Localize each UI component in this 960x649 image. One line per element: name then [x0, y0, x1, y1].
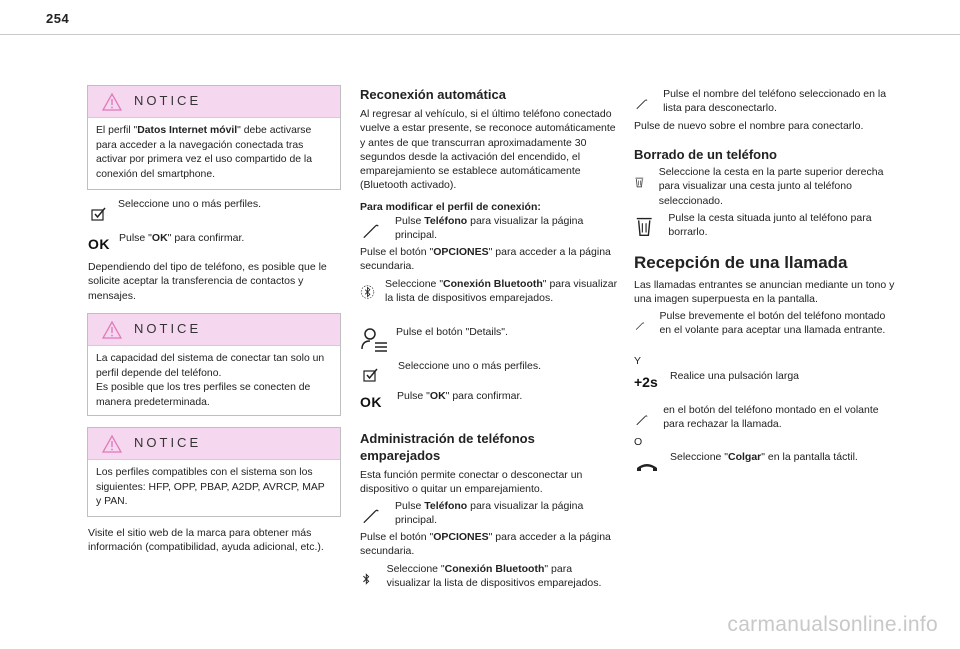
- notice-text: La capacidad del sistema de conectar tan solo un perfil depende del teléfono. Es posible que los tres perfiles se conecten de manera predeterminada.: [96, 353, 325, 408]
- trash-icon: [634, 213, 654, 239]
- paragraph-reconexion: Al regresar al vehículo, si el último teléfono conectado vuelve a estar presente, se reconoce automáticamente y antes de que transcurran aproximadamente 30 segundos desde la activación del encendido, el emparejamiento se establece automáticamente (Bluetooth activado).: [360, 108, 616, 192]
- notice-header: [88, 428, 340, 460]
- step-reject-call: [634, 403, 896, 432]
- trash-icon: [634, 169, 645, 195]
- notice-header: [88, 86, 340, 118]
- finger-tap-icon: [634, 93, 649, 115]
- step-text: Seleccione "Colgar" en la pantalla táctil.: [670, 451, 858, 463]
- step-bluetooth-list-2: [360, 562, 618, 592]
- step-text: Seleccione "Conexión Bluetooth" para visualizar la lista de dispositivos emparejados.: [386, 563, 602, 590]
- notice-text: El perfil "Datos Internet móvil" debe activarse para acceder a la navegación conectada tras activar por primera vez el uso compartido de la conexión del smartphone.: [96, 125, 312, 180]
- step-text: Seleccione la cesta en la parte superior derecha para visualizar una cesta junto al teléfono seleccionado.: [658, 166, 884, 207]
- finger-tap-icon: [634, 409, 649, 431]
- watermark-text: carmanualsonline.info: [727, 613, 938, 636]
- heading-recepcion: Recepción de una llamada: [634, 253, 848, 272]
- step-hang-up: [634, 450, 896, 476]
- notice-title: NOTICE: [134, 93, 202, 109]
- step-options-2: Pulse el botón "OPCIONES" para acceder a la página secundaria.: [360, 531, 611, 558]
- heading-administracion: Administración de teléfonos emparejados: [360, 431, 535, 463]
- step-details: [360, 325, 618, 355]
- notice-title: NOTICE: [134, 435, 202, 451]
- checkbox-edit-icon: [88, 205, 108, 223]
- notice-box-internet: [87, 85, 341, 190]
- step-options: Pulse el botón "OPCIONES" para acceder a la página secundaria.: [360, 246, 611, 273]
- finger-tap-icon: [634, 315, 645, 337]
- warning-icon: [102, 93, 122, 111]
- step-accept-call: [634, 309, 896, 338]
- step-text: Pulse el botón "Details".: [396, 326, 508, 338]
- bluetooth-circle-icon: [360, 279, 375, 305]
- paragraph-contacts: Dependiendo del tipo de teléfono, es posible que le solicite aceptar la transferencia de contactos y mensajes.: [88, 261, 327, 302]
- conjunction-o: O: [634, 436, 643, 448]
- paragraph-website: Visite el sitio web de la marca para obtener más información (compatibilidad, ayuda adicional, etc.).: [88, 527, 324, 554]
- long-press-icon: +2s: [634, 374, 658, 390]
- warning-icon: [102, 321, 122, 339]
- heading-borrado: Borrado de un teléfono: [634, 147, 777, 162]
- step-text: Pulse "OK" para confirmar.: [119, 232, 245, 244]
- step-text: Pulse el nombre del teléfono seleccionado en la lista para desconectarlo.: [663, 88, 887, 115]
- step-ok-confirm-2: [360, 389, 618, 409]
- step-reconnect: Pulse de nuevo sobre el nombre para conectarlo.: [634, 120, 864, 132]
- notice-title: NOTICE: [134, 321, 202, 337]
- notice-text: Los perfiles compatibles con el sistema son los siguientes: HFP, OPP, PBAP, A2DP, AVRCP, MAP y PAN.: [96, 467, 325, 507]
- step-select-profiles-2: [360, 359, 618, 384]
- warning-icon: [102, 435, 122, 453]
- notice-box-capacity: [87, 313, 341, 416]
- step-text: Pulse brevemente el botón del teléfono montado en el volante para aceptar una llamada entrante.: [659, 310, 886, 337]
- step-text: en el botón del teléfono montado en el volante para rechazar la llamada.: [663, 404, 879, 431]
- paragraph-recepcion: Las llamadas entrantes se anuncian mediante un tono y una imagen superpuesta en la pantalla.: [634, 279, 895, 306]
- page-number: 254: [46, 11, 70, 26]
- notice-box-profiles: [87, 427, 341, 517]
- step-select-trash: [634, 165, 896, 208]
- step-phone-main: [360, 214, 618, 243]
- step-ok-confirm: [88, 231, 342, 251]
- step-text: Realice una pulsación larga: [670, 370, 799, 382]
- ok-icon: OK: [88, 236, 110, 252]
- ok-icon: OK: [360, 394, 382, 410]
- heading-reconexion: Reconexión automática: [360, 87, 506, 102]
- bold-line-modify-profile: Para modificar el perfil de conexión:: [360, 201, 541, 213]
- header-divider: [0, 34, 960, 35]
- step-text: Pulse Teléfono para visualizar la página principal.: [395, 500, 584, 527]
- step-delete-phone: [634, 211, 896, 240]
- step-text: Seleccione uno o más perfiles.: [398, 360, 541, 372]
- step-phone-main-2: [360, 499, 618, 528]
- step-text: Pulse "OK" para confirmar.: [397, 390, 523, 402]
- hang-up-phone-icon: [634, 456, 660, 476]
- user-details-icon: [360, 325, 388, 355]
- step-text: Pulse Teléfono para visualizar la página principal.: [395, 215, 584, 242]
- finger-tap-icon: [360, 220, 381, 242]
- step-long-press: [634, 369, 896, 389]
- bluetooth-icon: [360, 566, 373, 592]
- checkbox-edit-icon: [360, 366, 380, 384]
- paragraph-administracion: Esta función permite conectar o desconectar un dispositivo o quitar un emparejamiento.: [360, 469, 583, 496]
- conjunction-y: Y: [634, 355, 642, 367]
- step-text: Seleccione uno o más perfiles.: [118, 198, 261, 210]
- step-bluetooth-list: [360, 277, 618, 306]
- step-disconnect: [634, 87, 896, 116]
- finger-tap-icon: [360, 505, 381, 527]
- step-text: Pulse la cesta situada junto al teléfono para borrarlo.: [668, 212, 872, 239]
- step-select-profiles: [88, 197, 342, 223]
- step-text: Seleccione "Conexión Bluetooth" para visualizar la lista de dispositivos emparejados.: [385, 278, 618, 305]
- notice-header: [88, 314, 340, 346]
